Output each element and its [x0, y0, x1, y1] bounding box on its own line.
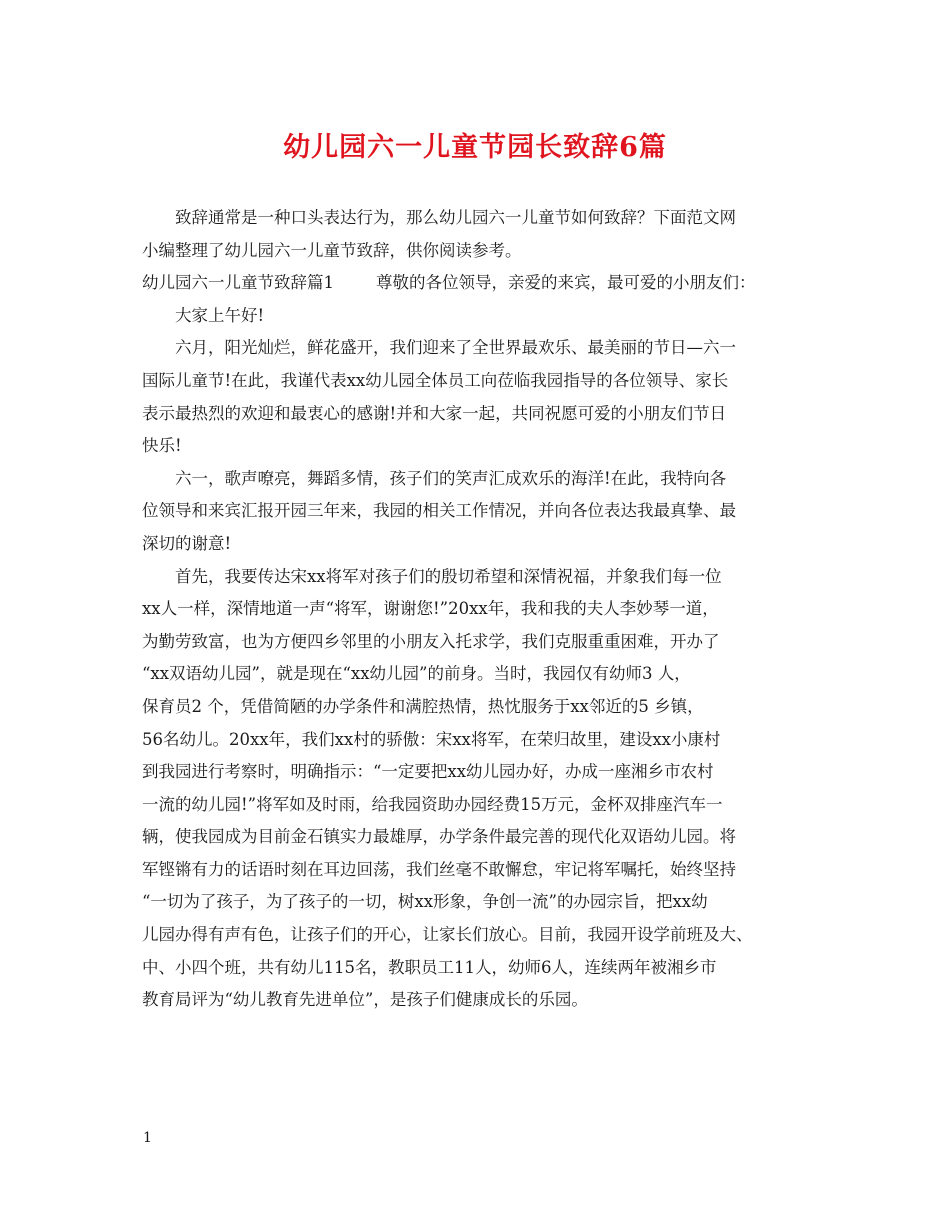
- paragraph-line: 一流的幼儿园!”将军如及时雨，给我园资助办园经费15万元，金杯双排座汽车一: [142, 794, 723, 814]
- paragraph-line: xx人一样，深情地道一声“将军，谢谢您!”20xx年，我和我的夫人李妙琴一道，: [142, 599, 719, 619]
- paragraph-line: 儿园办得有声有色，让孩子们的开心，让家长们放心。目前，我园开设学前班及大、: [142, 925, 753, 945]
- section-heading: [142, 267, 822, 300]
- paragraph-line: “一切为了孩子，为了孩子的一切，树xx形象，争创一流”的办园宗旨，把xx幼: [142, 892, 708, 912]
- greeting-line: 大家上午好!: [175, 305, 265, 325]
- paragraph-line: 位领导和来宾汇报开园三年来，我园的相关工作情况，并向各位表达我最真挚、最: [142, 501, 736, 521]
- paragraph-line: 国际儿童节!在此，我谨代表xx幼儿园全体员工向莅临我园指导的各位领导、家长: [142, 370, 729, 390]
- document-title: 幼儿园六一儿童节园长致辞6篇: [283, 132, 667, 163]
- paragraph-line: 辆，使我园成为目前金石镇实力最雄厚，办学条件最完善的现代化双语幼儿园。将: [142, 827, 736, 847]
- paragraph-line: 快乐!: [142, 436, 182, 456]
- paragraph-line: 深切的谢意!: [142, 533, 232, 553]
- paragraph-line: 56名幼儿。20xx年，我们xx村的骄傲：宋xx将军，在荣归故里，建设xx小康村: [142, 729, 721, 749]
- intro-line-1: 致辞通常是一种口头表达行为，那么幼儿园六一儿童节如何致辞？下面范文网: [175, 208, 736, 227]
- paragraph-line: 军铿锵有力的话语时刻在耳边回荡，我们丝毫不敢懈怠，牢记将军嘱托，始终坚持: [142, 859, 736, 879]
- intro-line-2: 小编整理了幼儿园六一儿童节致辞，供你阅读参考。: [142, 240, 522, 260]
- paragraph-line: 表示最热烈的欢迎和最衷心的感谢!并和大家一起，共同祝愿可爱的小朋友们节日: [142, 403, 727, 423]
- paragraph-line: 首先，我要传达宋xx将军对孩子们的殷切希望和深情祝福，并象我们每一位: [175, 566, 722, 586]
- page-number: 1: [143, 1130, 152, 1146]
- paragraph-line: 六一，歌声嘹亮，舞蹈多情，孩子们的笑声汇成欢乐的海洋!在此，我特向各: [175, 468, 727, 488]
- paragraph-line: 到我园进行考察时，明确指示：“一定要把xx幼儿园办好，办成一座湘乡市农村: [142, 762, 714, 782]
- paragraph-line: 中、小四个班，共有幼儿115名，教职员工11人，幼师6人，连续两年被湘乡市: [142, 957, 717, 977]
- paragraph-line: 为勤劳致富，也为方便四乡邻里的小朋友入托求学，我们克服重重困难，开办了: [142, 631, 720, 651]
- document-body: [142, 202, 822, 1017]
- paragraph-line: 保育员2 个，凭借简陋的办学条件和满腔热情，热忱服务于xx邻近的5 乡镇，: [142, 696, 704, 716]
- paragraph-line: “xx双语幼儿园”，就是现在“xx幼儿园”的前身。当时，我园仅有幼师3 人，: [142, 664, 691, 684]
- section-heading-salutation: 尊敬的各位领导，亲爱的来宾，最可爱的小朋友们：: [376, 273, 756, 293]
- paragraph-line: 教育局评为“幼儿教育先进单位”，是孩子们健康成长的乐园。: [142, 990, 588, 1010]
- paragraph-line: 六月，阳光灿烂，鲜花盛开，我们迎来了全世界最欢乐、最美丽的节日—六一: [175, 338, 736, 358]
- section-heading-label: 幼儿园六一儿童节致辞篇1: [142, 273, 334, 293]
